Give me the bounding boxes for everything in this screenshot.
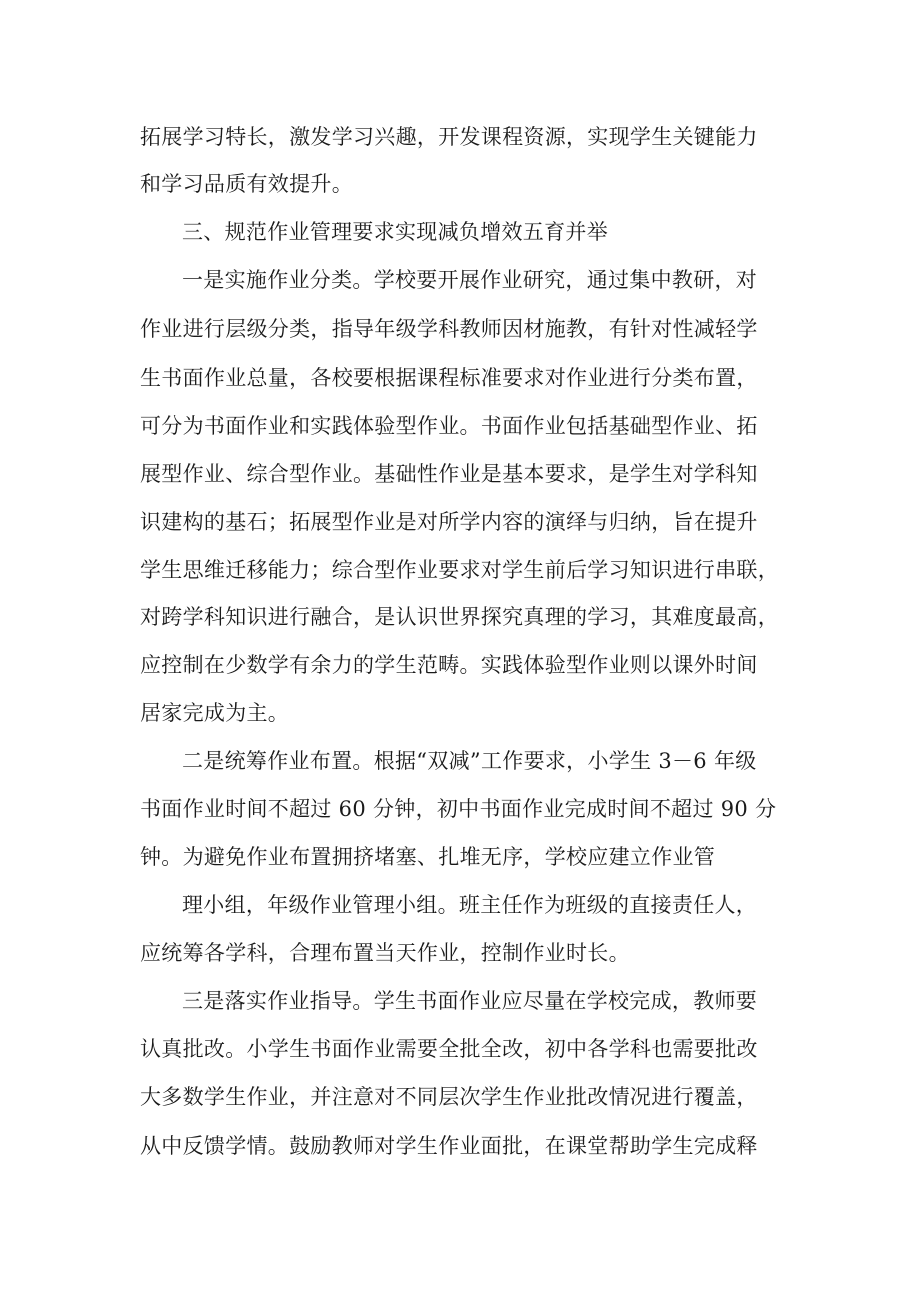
text-line: 钟。为避免作业布置拥挤堵塞、扎堆无序，学校应建立作业管 bbox=[140, 845, 716, 869]
text-line: 作业进行层级分类，指导年级学科教师因材施教，有针对性减轻学 bbox=[140, 317, 758, 341]
text-line: 大多数学生作业，并注意对不同层次学生作业批改情况进行覆盖， bbox=[140, 1085, 758, 1109]
text-line: 认真批改。小学生书面作业需要全批全改，初中各学科也需要批改 bbox=[140, 1037, 758, 1061]
text-line: 拓展学习特长，激发学习兴趣，开发课程资源，实现学生关键能力 bbox=[140, 125, 758, 149]
text-line: 学生思维迁移能力；综合型作业要求对学生前后学习知识进行串联， bbox=[140, 558, 779, 582]
text-line: 书面作业时间不超过 60 分钟，初中书面作业完成时间不超过 90 分 bbox=[140, 797, 777, 821]
text-line: 应控制在少数学有余力的学生范畴。实践体验型作业则以课外时间 bbox=[140, 653, 758, 677]
text-line: 识建构的基石；拓展型作业是对所学内容的演绎与归纳，旨在提升 bbox=[140, 510, 758, 534]
text-line: 应统筹各学科，合理布置当天作业，控制作业时长。 bbox=[140, 941, 630, 965]
text-line: 生书面作业总量，各校要根据课程标准要求对作业进行分类布置， bbox=[140, 366, 758, 390]
section-heading: 三、规范作业管理要求实现减负增效五育并举 bbox=[182, 220, 608, 244]
text-line: 展型作业、综合型作业。基础性作业是基本要求，是学生对学科知 bbox=[140, 462, 758, 486]
text-line: 可分为书面作业和实践体验型作业。书面作业包括基础型作业、拓 bbox=[140, 414, 758, 438]
text-line: 和学习品质有效提升。 bbox=[140, 172, 353, 196]
text-line: 三是落实作业指导。学生书面作业应尽量在学校完成，教师要 bbox=[182, 989, 758, 1013]
text-line: 理小组，年级作业管理小组。班主任作为班级的直接责任人， bbox=[182, 893, 758, 917]
text-line: 居家完成为主。 bbox=[140, 701, 290, 725]
text-line: 对跨学科知识进行融合，是认识世界探究真理的学习，其难度最高， bbox=[140, 605, 779, 629]
text-line: 二是统筹作业布置。根据“双减”工作要求，小学生 3－6 年级 bbox=[182, 749, 757, 773]
text-line: 从中反馈学情。鼓励教师对学生作业面批，在课堂帮助学生完成释 bbox=[140, 1134, 758, 1158]
text-line: 一是实施作业分类。学校要开展作业研究，通过集中教研，对 bbox=[182, 268, 758, 292]
